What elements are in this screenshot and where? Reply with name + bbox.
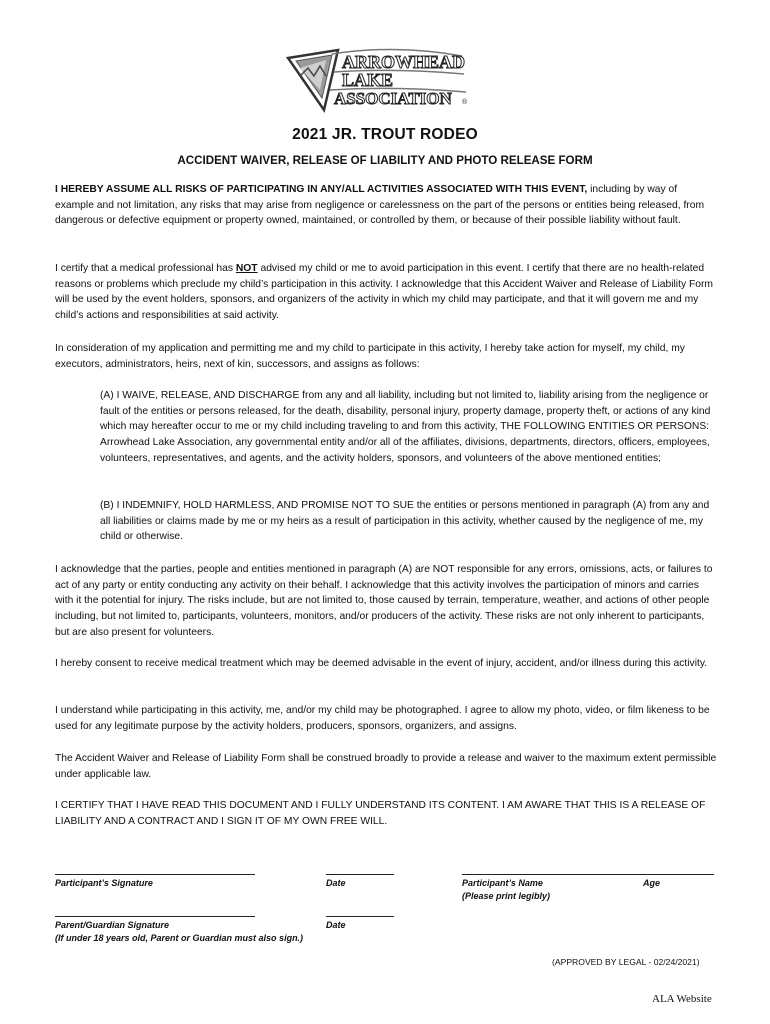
not-emphasis: NOT <box>235 263 258 274</box>
document-subtitle: ACCIDENT WAIVER, RELEASE OF LIABILITY AND PHOTO RELEASE FORM <box>177 154 593 167</box>
document-title: 2021 JR. TROUT RODEO <box>292 126 478 143</box>
medical-cert-post: advised my child or me to avoid participation in this event. I certify that there are no health-related reasons or problems which preclude my child’s participation in this activity. I acknowledge that this Accident Waiver and Release of Liability Form will be used by the event holders, sponsors, and organizers of the activity in which my child may participate, and that it will govern me and my child’s actions and responsibilities at said activity. <box>55 263 713 322</box>
approved-by-legal-note: (APPROVED BY LEGAL - 02/24/2021) <box>552 957 700 967</box>
date-line-1[interactable] <box>326 874 394 875</box>
waiver-clause-a: (A) I WAIVE, RELEASE, AND DISCHARGE from any and all liability, including but not limited to, liability arising from the negligence or fault of the entities or persons released, for the death, disability, personal injury, property damage, property theft, or actions of any kind which may hereafter occur to me or my child including traveling to and from this activity, THE FOLLOWING ENTITIES OR PERSONS: Arrowhead Lake Association, any governmental entity and/or all of the affiliates, divisions, departments, directors, officers, employees, volunteers, representatives, and agents, and the activity holders, sponsors, and volunteers of the above mentioned entities; <box>100 390 711 464</box>
construction-paragraph: The Accident Waiver and Release of Liability Form shall be construed broadly to provide a release and waiver to the maximum extent permissible under applicable law. <box>55 753 717 780</box>
date-label-1: Date <box>326 878 346 888</box>
medical-cert-pre: I certify that a medical professional has <box>55 263 236 274</box>
indemnify-clause-b: (B) I INDEMNIFY, HOLD HARMLESS, AND PROMISE NOT TO SUE the entities or persons mentioned in paragraph (A) from any and all liabilities or claims made by me or my heirs as a result of participation in this activity, whether caused by the negligence of me, my child or otherwise. <box>100 500 710 543</box>
date-label-2: Date <box>326 920 346 930</box>
medical-certification-paragraph <box>55 261 717 324</box>
age-label: Age <box>643 878 661 888</box>
logo-line2: LAKE <box>342 70 394 90</box>
assumption-lead: I HEREBY ASSUME ALL RISKS OF PARTICIPATING IN ANY/ALL ACTIVITIES ASSOCIATED WITH THIS EVENT, <box>55 184 588 195</box>
acknowledgement-paragraph: I acknowledge that the parties, people and entities mentioned in paragraph (A) are NOT responsible for any errors, omissions, acts, or failures to act of any party or entity conducting any activity on their behalf. I acknowledge that this activity involves the participation of minors and carries with it the potential for injury. The risks include, but are not limited to, those caused by terrain, temperature, weather, and actions of other people including, but not limited to, participants, volunteers, monitors, and/or producers of the activity. These risks are not only inherent to participants, but are also present for volunteers. <box>55 564 713 638</box>
arrowhead-lake-association-logo <box>286 46 474 114</box>
participant-name-label: Participant’s Name <box>462 878 543 888</box>
participant-signature-line[interactable] <box>55 874 255 875</box>
print-legibly-note: (Please print legibly) <box>462 891 551 901</box>
consideration-paragraph: In consideration of my application and permitting me and my child to participate in this activity, I hereby take action for myself, my child, my executors, administrators, heirs, next of kin, successors, and assigns as follows: <box>55 343 685 370</box>
assumption-rest: including by way of example and not limitation, any risks that may arise from negligence or carelessness on the part of the persons or entities being released, from dangerous or defective equipment or property owned, maintained, or controlled by them, or because of their possible liability without fault. <box>55 184 705 227</box>
footer-source: ALA Website <box>652 993 712 1005</box>
assumption-of-risk-paragraph <box>55 182 717 229</box>
medical-consent-paragraph: I hereby consent to receive medical treatment which may be deemed advisable in the event of injury, accident, and/or illness during this activity. <box>55 658 708 669</box>
guardian-signature-label: Parent/Guardian Signature <box>55 920 170 930</box>
logo-line1: ARROWHEAD <box>342 52 466 72</box>
logo-trademark: ® <box>462 99 468 106</box>
photo-release-paragraph: I understand while participating in this activity, me, and/or my child may be photographed. I agree to allow my photo, video, or film likeness to be used for any legitimate purpose by the activity holders, producers, sponsors, organizers, and assigns. <box>55 705 710 732</box>
guardian-signature-line[interactable] <box>55 916 255 917</box>
logo-line3: ASSOCIATION <box>334 89 452 108</box>
certification-paragraph: I CERTIFY THAT I HAVE READ THIS DOCUMENT AND I FULLY UNDERSTAND ITS CONTENT. I AM AWARE THAT THIS IS A RELEASE OF LIABILITY AND A CONTRACT AND I SIGN IT OF MY OWN FREE WILL. <box>55 800 706 827</box>
participant-name-line[interactable] <box>462 874 714 875</box>
date-line-2[interactable] <box>326 916 394 917</box>
participant-signature-label: Participant’s Signature <box>55 878 153 888</box>
guardian-note: (If under 18 years old, Parent or Guardian must also sign.) <box>55 933 304 943</box>
